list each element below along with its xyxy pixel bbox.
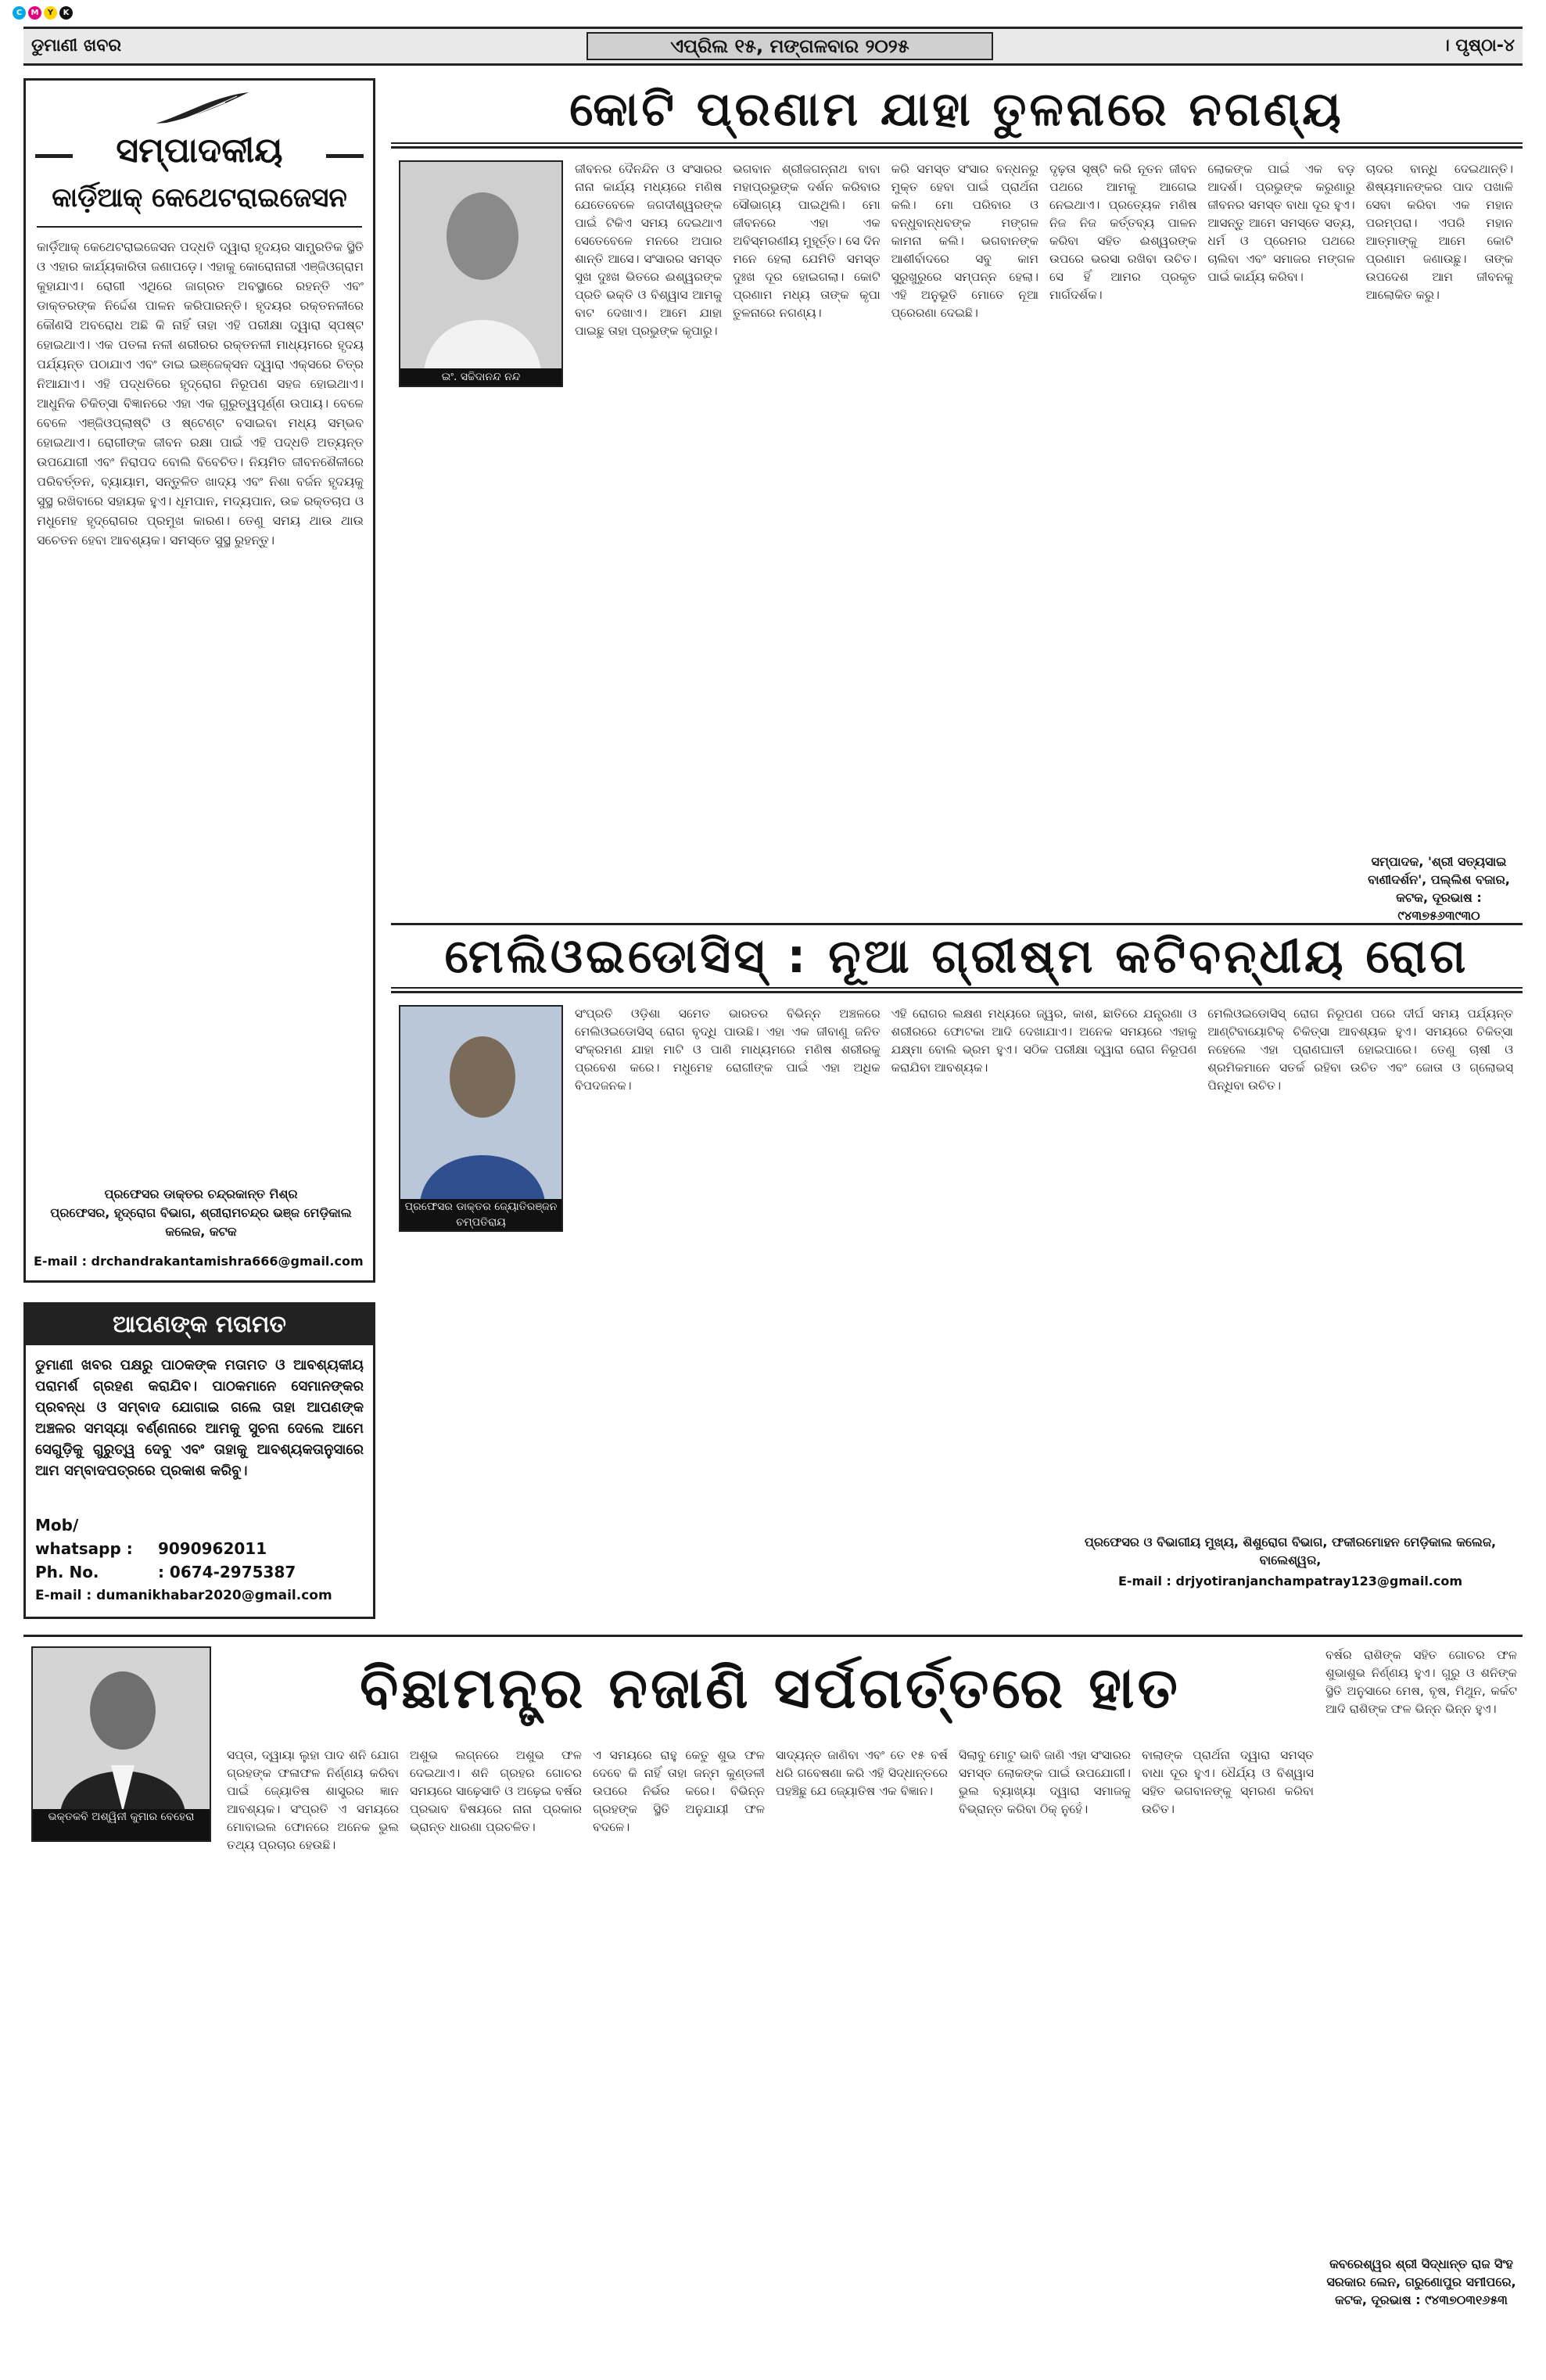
phone-label: Ph. No. bbox=[35, 1563, 99, 1581]
editorial-box bbox=[23, 78, 375, 1283]
photo-caption: ଭକ୍ତକବି ଅଶ୍ୱିନୀ କୁମାର ବେହେରା bbox=[33, 1809, 210, 1840]
divider bbox=[391, 142, 1523, 144]
quill-pen-icon bbox=[151, 88, 253, 127]
article-columns bbox=[227, 1746, 1314, 2341]
article-columns bbox=[575, 160, 1513, 911]
cmyk-mark-m: M bbox=[28, 6, 41, 20]
article-signature: ପ୍ରଫେସର ଓ ବିଭାଗୀୟ ମୁଖ୍ୟ, ଶିଶୁରୋଗ ବିଭାଗ, ଫକୀରମୋହନ ମେଡ଼ିକାଲ କଲେଜ, ବାଲେଶ୍ୱର, bbox=[1084, 1535, 1497, 1567]
article-melioidosis bbox=[391, 923, 1523, 1619]
article-email bbox=[1064, 1572, 1517, 1590]
article-signature: ସମ୍ପାଦକ, 'ଶ୍ରୀ ସତ୍ୟସାଇ ବାଣୀଦର୍ଶନ', ପଲ୍ଲିଶ ବଜାର, କଟକ, ଦୂରଭାଷ : ୯୪୩୭୫୬୩୯୩୦ bbox=[1368, 854, 1510, 923]
article-headline: ମେଲିଓଇଡୋସିସ୍ : ନୂଆ ଗ୍ରୀଷ୍ମ କଟିବନ୍ଧୀୟ ରୋଗ bbox=[444, 929, 1469, 984]
registration-marks bbox=[13, 6, 73, 20]
mobile-label: Mob/ whatsapp : bbox=[35, 1516, 133, 1558]
article-headline: କୋଟି ପ୍ରଣାମ ଯାହା ତୁଳନାରେ ନଗଣ୍ୟ bbox=[569, 82, 1344, 137]
article-column: ବର୍ଷର ରାଶିଙ୍କ ସହିତ ଗୋଚର ଫଳ ଶୁଭାଶୁଭ ନିର୍ଣ୍ଣୟ ହୁଏ। ଗୁରୁ ଓ ଶନିଙ୍କ ସ୍ଥିତି ଅନୁସାରେ ମେଷ, ବୃଷ, ମିଥୁନ, କର୍କଟ ଆଦି ରାଶିଙ୍କ ଫଳ ଭିନ୍ନ ଭିନ୍ନ ହୁଏ। bbox=[1325, 1648, 1517, 1716]
editorial-email: E-mail : drchandrakantamishra666@gmail.com bbox=[34, 1254, 364, 1269]
divider bbox=[37, 226, 362, 228]
article-column: ସଂପ୍ରତି ଓଡ଼ିଶା ସମେତ ଭାରତର ବିଭିନ୍ନ ଅଞ୍ଚଳରେ ମେଲିଓଇଡୋସିସ୍ ରୋଗ ବୃଦ୍ଧି ପାଉଛି। ଏହା ଏକ ଜୀବାଣୁ ଜନିତ ସଂକ୍ରମଣ ଯାହା ମାଟି ଓ ପାଣି ମାଧ୍ୟମରେ ମଣିଷ ଶରୀରକୁ ପ୍ରବେଶ କରେ। ମଧୁମେହ ରୋଗୀଙ୍କ ପାଇଁ ଏହା ଅଧିକ ବିପଦଜନକ। bbox=[575, 1007, 881, 1093]
article-column: ଅଶୁଭ ଲଗ୍ନରେ ଅଶୁଭ ଫଳ ଦେଇଥାଏ। ଶନି ଗ୍ରହର ଗୋଚର ସମୟରେ ସାଢ଼େସାତି ଓ ଅଢ଼େଇ ବର୍ଷର ପ୍ରଭାବ ବିଷୟରେ ନାନା ପ୍ରକାର ଭ୍ରାନ୍ତ ଧାରଣା ପ୍ରଚଳିତ। bbox=[410, 1748, 582, 1834]
article-column: ମେଲିଓଇଡୋସିସ୍ ରୋଗ ନିରୂପଣ ପରେ ଦୀର୍ଘ ସମୟ ପର୍ଯ୍ୟନ୍ତ ଆଣ୍ଟିବାୟୋଟିକ୍ ଚିକିତ୍ସା ଆବଶ୍ୟକ ହୁଏ। ସମୟରେ ଚିକିତ୍ସା ନହେଲେ ଏହା ପ୍ରାଣଘାତୀ ହୋଇପାରେ। ତେଣୁ ଚାଷୀ ଓ ଶ୍ରମିକମାନେ ସତର୍କ ରହିବା ଉଚିତ ଏବଂ ଜୋତା ଓ ଗ୍ଲୋଭସ୍ ପିନ୍ଧିବା ଉଚିତ। bbox=[1207, 1007, 1513, 1093]
editorial-headline: କାର୍ଡ଼ିଆକ୍ କେଥେଟରାଇଜେସନ bbox=[52, 182, 347, 214]
article-columns bbox=[575, 1005, 1513, 1553]
article-column: ଏହି ରୋଗର ଲକ୍ଷଣ ମଧ୍ୟରେ ଜ୍ୱର, କାଶ, ଛାତିରେ ଯନ୍ତ୍ରଣା ଓ ଶରୀରରେ ଫୋଟକା ଆଦି ଦେଖାଯାଏ। ଅନେକ ସମୟରେ ଏହାକୁ ଯକ୍ଷ୍ମା ବୋଲି ଭ୍ରମ ହୁଏ। ସଠିକ ପରୀକ୍ଷା ଦ୍ୱାରା ରୋଗ ନିରୂପଣ କରାଯିବା ଆବଶ୍ୟକ। bbox=[891, 1007, 1197, 1075]
page-header bbox=[23, 27, 1523, 66]
article-column: ଲୋକଙ୍କ ପାଇଁ ଏକ ବଡ଼ ଆଦର୍ଶ। ପ୍ରଭୁଙ୍କ କରୁଣାରୁ ଜୀବନର ସମସ୍ତ ବାଧା ଦୂର ହୁଏ। ଆସନ୍ତୁ ଆମେ ସମସ୍ତେ ସତ୍ୟ, ଧର୍ମ ଓ ପ୍ରେମର ପଥରେ ଚାଲିବା ଏବଂ ସମାଜର ମଙ୍ଗଳ ପାଇଁ କାର୍ଯ୍ୟ କରିବା। bbox=[1207, 162, 1355, 284]
author-photo bbox=[31, 1646, 211, 1842]
issue-date: ଏପ୍ରିଲ ୧୫, ମଙ୍ଗଳବାର ୨୦୨୫ bbox=[586, 32, 993, 60]
editorial-author-affiliation: ପ୍ରଫେସର, ହୃଦ୍‌ରୋଗ ବିଭାଗ, ଶ୍ରୀରାମଚନ୍ଦ୍ର ଭଞ୍ଜ ମେଡ଼ିକାଲ କଲେଜ, କଟକ bbox=[50, 1205, 352, 1239]
article-email-label: E-mail : bbox=[1117, 1574, 1171, 1588]
opinion-body: ଡୁମାଣୀ ଖବର ପକ୍ଷରୁ ପାଠକଙ୍କ ମତାମତ ଓ ଆବଶ୍ୟକୀୟ ପରାମର୍ଶ ଗ୍ରହଣ କରାଯିବ। ପାଠକମାନେ ସେମାନଙ୍କର ପ୍ରବନ୍ଧ ଓ ସମ୍ବାଦ ଯୋଗାଇ ଗଲେ ତାହା ଆପଣଙ୍କ ଅଞ୍ଚଳର ସମସ୍ୟା ବର୍ଣ୍ଣନାରେ ଆମକୁ ସୁଚନା ଦେଲେ ଆମେ ସେଗୁଡ଼ିକୁ ଗୁରୁତ୍ୱ ଦେବୁ ଏବଂ ତାହାକୁ ଆବଶ୍ୟକତାନୁସାରେ ଆମ ସମ୍ବାଦପତ୍ରରେ ପ୍ରକାଶ କରିବୁ। bbox=[35, 1357, 364, 1479]
author-photo bbox=[399, 1005, 563, 1232]
article-column: ବାଲାଙ୍କ ପ୍ରାର୍ଥନା ଦ୍ୱାରା ସମସ୍ତ ବାଧା ଦୂର ହୁଏ। ଧୈର୍ଯ୍ୟ ଓ ବିଶ୍ୱାସ ସହିତ ଭଗବାନଙ୍କୁ ସ୍ମରଣ କରିବା ଉଚିତ। bbox=[1142, 1748, 1314, 1816]
phone-number: : 0674-2975387 bbox=[157, 1563, 296, 1581]
article-column: ସପ୍ତା, ଦ୍ୱାୟା ଲୁହା ପାଦ ଶନି ଯୋଗ ଗ୍ରହଙ୍କ ଫଳାଫଳ ନିର୍ଣ୍ଣୟ କରିବା ପାଇଁ ଜ୍ୟୋତିଷ ଶାସ୍ତ୍ରର ଜ୍ଞାନ ଆବଶ୍ୟକ। ସଂପ୍ରତି ଏ ସମୟରେ ମୋବାଇଲ ଫୋନରେ ଅନେକ ଭୁଲ ତଥ୍ୟ ପ୍ରଚାର ହେଉଛି। bbox=[227, 1748, 399, 1852]
editorial-body: କାର୍ଡ଼ିଆକ୍ କେଥେଟରାଇଜେସନ ପଦ୍ଧତି ଦ୍ୱାରା ହୃଦୟର ସାମ୍ପ୍ରତିକ ସ୍ଥିତି ଓ ଏହାର କାର୍ଯ୍ୟକାରିତା ଜଣାପଡ଼େ। ଏହାକୁ କୋରୋନାରୀ ଏଞ୍ଜିଓଗ୍ରାମ କୁହାଯାଏ। ରୋଗୀ ଏଥିରେ ଜାଗ୍ରତ ଅବସ୍ଥାରେ ରହନ୍ତି ଏବଂ ଡାକ୍ତରଙ୍କ ନିର୍ଦ୍ଦେଶ ପାଳନ କରିପାରନ୍ତି। ହୃଦୟର ରକ୍ତନଳୀରେ କୌଣସି ଅବରୋଧ ଅଛି କି ନାହିଁ ତାହା ଏହି ପରୀକ୍ଷା ଦ୍ୱାରା ସ୍ପଷ୍ଟ ହୋଇଥାଏ। ଏକ ପତଳା ନଳୀ ଶରୀରର ରକ୍ତନଳୀ ମାଧ୍ୟମରେ ହୃଦୟ ପର୍ଯ୍ୟନ୍ତ ପଠାଯାଏ ଏବଂ ଡାଇ ଇଞ୍ଜେକ୍ସନ ଦ୍ୱାରା ଏକ୍ସରେ ଚିତ୍ର ନିଆଯାଏ। ଏହି ପଦ୍ଧତିରେ ହୃଦ୍‌ରୋଗ ନିରୂପଣ ସହଜ ହୋଇଥାଏ। ଆଧୁନିକ ଚିକିତ୍ସା ବିଜ୍ଞାନରେ ଏହା ଏକ ଗୁରୁତ୍ୱପୂର୍ଣ୍ଣ ଉପାୟ। ବେଳେ ବେଳେ ଏଞ୍ଜିଓପ୍ଲାଷ୍ଟି ଓ ଷ୍ଟେଣ୍ଟ ବସାଇବା ମଧ୍ୟ ସମ୍ଭବ ହୋଇଥାଏ। ରୋଗୀଙ୍କ ଜୀବନ ରକ୍ଷା ପାଇଁ ଏହି ପଦ୍ଧତି ଅତ୍ୟନ୍ତ ଉପଯୋଗୀ ଏବଂ ନିରାପଦ ବୋଲି ବିବେଚିତ। ନିୟମିତ ଜୀବନଶୈଳୀରେ ପରିବର୍ତ୍ତନ, ବ୍ୟାୟାମ, ସନ୍ତୁଳିତ ଖାଦ୍ୟ ଏବଂ ନିଶା ବର୍ଜନ ହୃଦୟକୁ ସୁସ୍ଥ ରଖିବାରେ ସହାୟକ ହୁଏ। ଧୂମପାନ, ମଦ୍ୟପାନ, ଉଚ୍ଚ ରକ୍ତଚାପ ଓ ମଧୁମେହ ହୃଦ୍‌ରୋଗର ପ୍ରମୁଖ କାରଣ। ତେଣୁ ସମୟ ଥାଉ ଥାଉ ସଚେତନ ହେବା ଆବଶ୍ୟକ। ସମସ୍ତେ ସୁସ୍ଥ ରୁହନ୍ତୁ। bbox=[37, 239, 364, 547]
article-column: କରି ସମସ୍ତ ସଂସାର ବନ୍ଧନରୁ ମୁକ୍ତ ହେବା ପାଇଁ ପ୍ରାର୍ଥନା କଲି। ମୋ ପରିବାର ଓ ବନ୍ଧୁବାନ୍ଧବଙ୍କ ମଙ୍ଗଳ କାମନା କଲି। ଭଗବାନଙ୍କ ଆଶୀର୍ବାଦରେ ସବୁ କାମ ସୁରୁଖୁରୁରେ ସମ୍ପନ୍ନ ହେଲା। ଏହି ଅନୁଭୂତି ମୋତେ ନୂଆ ପ୍ରେରଣା ଦେଇଛି। bbox=[891, 162, 1038, 320]
article-column: ଦୃଢ଼ତା ସୃଷ୍ଟି କରି ନୂତନ ଜୀବନ ପଥରେ ଆମକୁ ଆଗେଇ ନେଇଥାଏ। ପ୍ରତ୍ୟେକ ମଣିଷ ନିଜ ନିଜ କର୍ତ୍ତବ୍ୟ ପାଳନ କରିବା ସହିତ ଈଶ୍ୱରଙ୍କ ଉପରେ ଭରସା ରଖିବା ଉଚିତ। ସେ ହିଁ ଆମର ପ୍ରକୃତ ମାର୍ଗଦର୍ଶକ। bbox=[1049, 162, 1197, 302]
article-column: ଚାଦର ବାନ୍ଧି ଦେଇଥାନ୍ତି। ଶିଷ୍ୟମାନଙ୍କର ପାଦ ପଖାଳି ସେବା କରିବା ଏକ ମହାନ ପରମ୍ପରା। ଏପରି ମହାନ ଆତ୍ମାଙ୍କୁ ଆମେ କୋଟି ପ୍ରଣାମ ଜଣାଉଛୁ। ତାଙ୍କ ଉପଦେଶ ଆମ ଜୀବନକୁ ଆଲୋକିତ କରୁ। bbox=[1365, 162, 1513, 302]
article-bichha-mantra bbox=[23, 1635, 1523, 2362]
photo-caption: ପ୍ରଫେସର ଡାକ୍ତର ଜ୍ୟୋତିରଞ୍ଜନ ଚମ୍ପତିରାୟ bbox=[400, 1199, 561, 1230]
article-koti-pranam bbox=[391, 78, 1523, 931]
page-number: । ପୃଷ୍ଠା-୪ bbox=[1441, 36, 1515, 56]
opinion-title: ଆପଣଙ୍କ ମତାମତ bbox=[26, 1305, 373, 1345]
person-portrait-icon bbox=[400, 162, 563, 372]
article-column: ଜୀବନର ଦୈନନ୍ଦିନ ଓ ସଂସାରର ନାନା କାର୍ଯ୍ୟ ମଧ୍ୟରେ ମଣିଷ ଯେତେବେଳେ ଜଗଦୀଶ୍ୱରଙ୍କ ପାଇଁ ଟିକିଏ ସମୟ ଦେଇଥାଏ ସେତେବେଳେ ମନରେ ଅପାର ଶାନ୍ତି ଆସେ। ସଂସାରର ସମସ୍ତ ସୁଖ ଦୁଃଖ ଭିତରେ ଈଶ୍ୱରଙ୍କ ପ୍ରତି ଭକ୍ତି ଓ ବିଶ୍ୱାସ ଆମକୁ ବାଟ ଦେଖାଏ। ଆମେ ଯାହା ପାଇଛୁ ତାହା ପ୍ରଭୁଙ୍କ କୃପାରୁ। bbox=[575, 162, 723, 338]
article-column: ଭଗବାନ ଶ୍ରୀଜଗନ୍ନାଥ ବାବା ମହାପ୍ରଭୁଙ୍କ ଦର୍ଶନ କରିବାର ସୌଭାଗ୍ୟ ପାଇଥିଲି। ମୋ ଜୀବନରେ ଏହା ଏକ ଅବିସ୍ମରଣୀୟ ମୁହୂର୍ତ୍ତ। ସେ ଦିନ ମନେ ହେଲା ଯେମିତି ସମସ୍ତ ଦୁଃଖ ଦୂର ହୋଇଗଲା। କୋଟି ପ୍ରଣାମ ମଧ୍ୟ ତାଙ୍କ କୃପା ତୁଳନାରେ ନଗଣ୍ୟ। bbox=[733, 162, 881, 320]
headline-bar bbox=[391, 78, 1523, 149]
article-column: ସିଲାବୁ ମୋଟୁ ଭାବି ଜାଣି ଏହା ସଂସାରର ସମସ୍ତ ଲୋକଙ୍କ ପାଇଁ ଉପଯୋଗୀ। ଭୁଲ ବ୍ୟାଖ୍ୟା ଦ୍ୱାରା ସମାଜକୁ ବିଭ୍ରାନ୍ତ କରିବା ଠିକ୍ ନୁହେଁ। bbox=[959, 1748, 1131, 1816]
person-portrait-icon bbox=[400, 1007, 563, 1202]
newspaper-name: ଡୁମାଣୀ ଖବର bbox=[31, 36, 121, 56]
photo-caption: ଇଂ. ସଚ୍ଚିଦାନନ୍ଦ ନନ୍ଦ bbox=[400, 368, 561, 386]
cmyk-mark-k: K bbox=[59, 6, 73, 20]
cmyk-mark-y: Y bbox=[44, 6, 57, 20]
article-signature: କବରେଶ୍ୱର ଶ୍ରୀ ସିଦ୍ଧାନ୍ତ ରାଜ ସିଂହ ସରକାର ଲେନ, ଗରୁଣୋପୁର ସମୀପରେ, କଟକ, ଦୂରଭାଷ : ୯୪୩୭୦୩୧୬୫୩ bbox=[1326, 2256, 1516, 2307]
reader-opinion-box bbox=[23, 1302, 375, 1619]
person-portrait-icon bbox=[33, 1648, 211, 1812]
opinion-contact bbox=[35, 1513, 332, 1607]
article-column: ଏ ସମୟରେ ରାହୁ କେତୁ ଶୁଭ ଫଳ ଦେବେ କି ନାହିଁ ତାହା ଜନ୍ମ କୁଣ୍ଡଳୀ ଉପରେ ନିର୍ଭର କରେ। ବିଭିନ୍ନ ଗ୍ରହଙ୍କ ସ୍ଥିତି ଅନୁଯାୟୀ ଫଳ ବଦଳେ। bbox=[593, 1748, 765, 1834]
cmyk-mark-c: C bbox=[13, 6, 26, 20]
article-headline: ବିଛାମନ୍ତ୍ର ନଜାଣି ସର୍ପଗର୍ତ୍ତରେ ହାତ bbox=[360, 1655, 1181, 1721]
editorial-author-block bbox=[34, 1185, 368, 1241]
article-columns-right bbox=[1325, 1646, 1517, 2241]
author-photo bbox=[399, 160, 563, 387]
article-column: ସାଦ୍ୟନ୍ତ ଜାଣିବା ଏବଂ ତେ ୧୫ ବର୍ଷ ଧରି ଗବେଷଣା କରି ଏହି ସିଦ୍ଧାନ୍ତରେ ପହଞ୍ଚିଛୁ ଯେ ଜ୍ୟୋତିଷ ଏକ ବିଜ୍ଞାନ। bbox=[776, 1748, 948, 1798]
article-email-address: drjyotiranjanchampatray123@gmail.com bbox=[1175, 1574, 1463, 1588]
editorial-section-title: ସମ୍ପାଦକୀୟ bbox=[26, 131, 373, 171]
editorial-author: ପ୍ରଫେସର ଡାକ୍ତର ଚନ୍ଦ୍ରକାନ୍ତ ମିଶ୍ର bbox=[104, 1186, 298, 1201]
divider bbox=[391, 987, 1523, 989]
headline-bar bbox=[391, 923, 1523, 993]
opinion-email: E-mail : dumanikhabar2020@gmail.com bbox=[35, 1588, 332, 1603]
mobile-number: 9090962011 bbox=[157, 1539, 267, 1558]
